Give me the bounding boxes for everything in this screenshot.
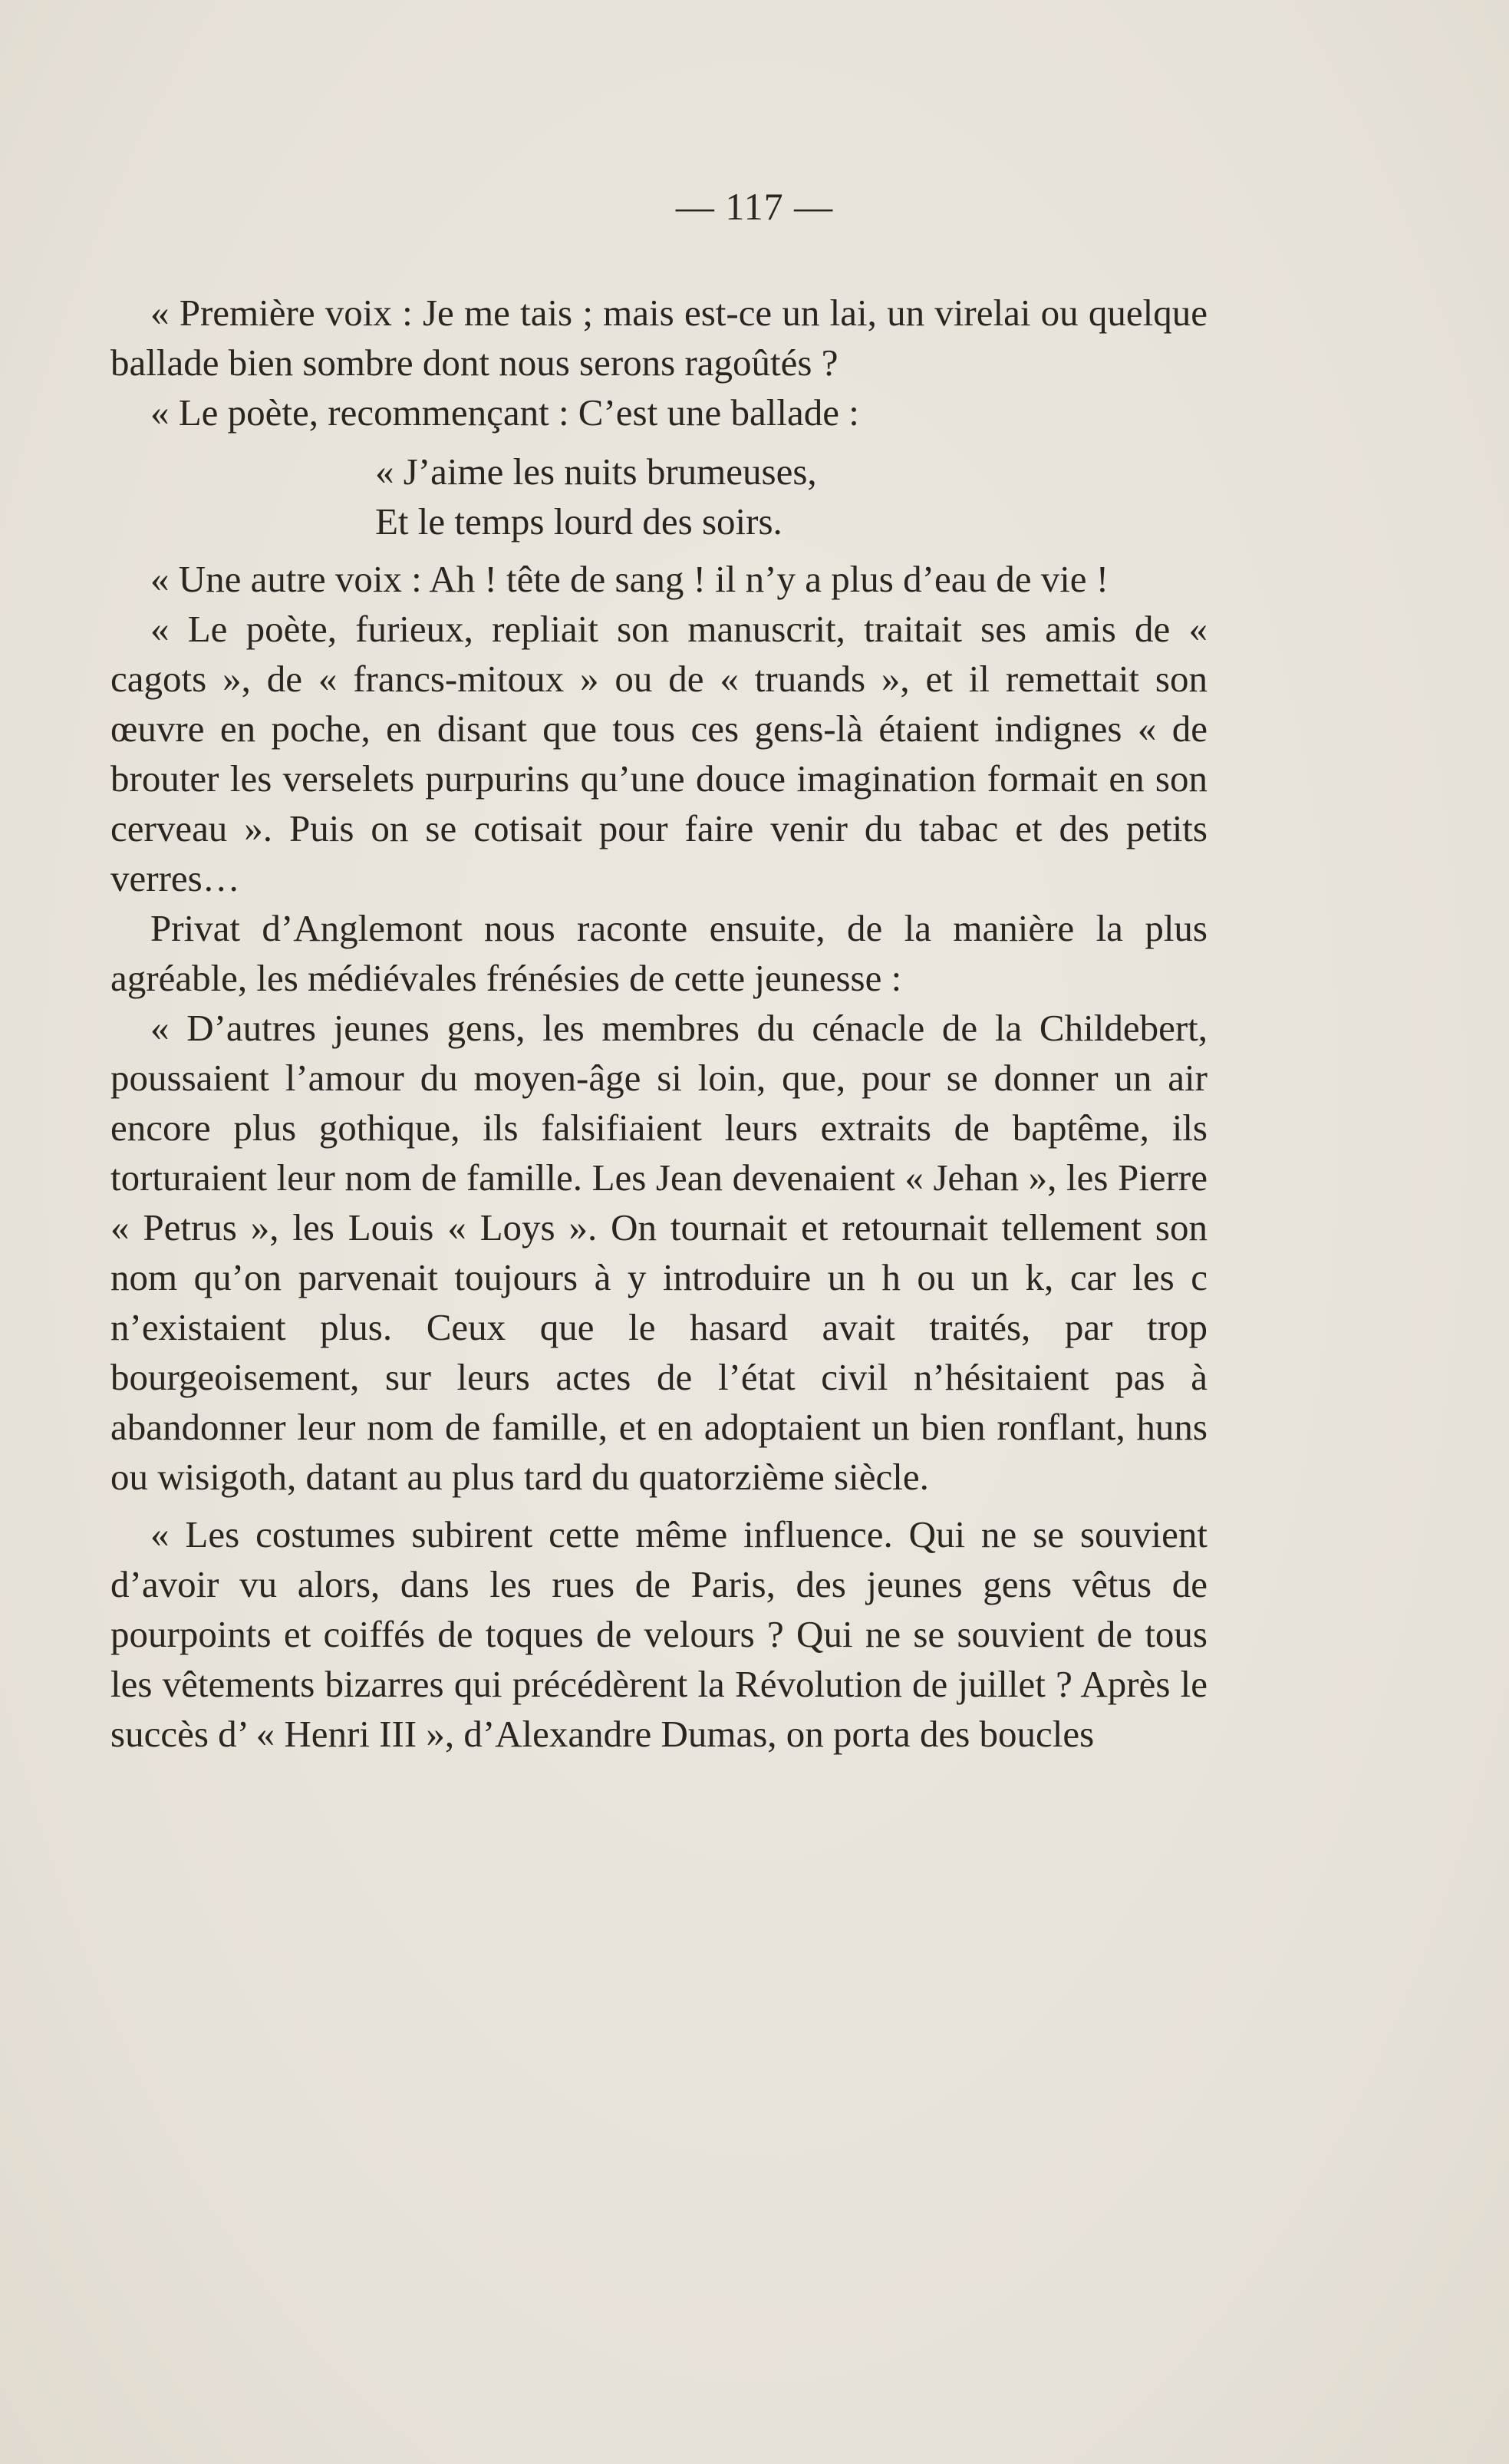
paragraph: « Une autre voix : Ah ! tête de sang ! il n’y a plus d’eau de vie !	[150, 558, 1109, 600]
paragraph: Privat d’Anglemont nous raconte ensuite, de la manière la plus agréable, les médiévales frénésies de cette jeunesse :	[110, 907, 1208, 999]
paragraph: « D’autres jeunes gens, les membres du cénacle de la Childebert, poussaient l’amour du moyen-âge si loin, que, pour se donner un air encore plus gothique, ils falsifiaient leurs extraits de baptême, ils torturaient leur nom de famille. Les Jean devenaient « Jehan », les Pierre « Petrus », les Louis « Loys ». On tournait et retournait tellement son nom qu’on parvenait toujours à y introduire un h ou un k, car les c n’existaient plus. Ceux que le hasard avait traités, par trop bourgeoisement, sur leurs actes de l’état civil n’hésitaient pas à abandonner leur nom de famille, et en adoptaient un bien ronflant, huns ou wisigoth, datant au plus tard du quatorzième siècle.	[110, 1007, 1208, 1498]
verse-line: « J’aime les nuits brumeuses,	[375, 450, 817, 493]
page-number: — 117 —	[675, 185, 834, 228]
paragraph: « Le poète, recommençant : C’est une ballade :	[150, 391, 859, 434]
verse-quote	[375, 447, 1208, 546]
paragraph: « Les costumes subirent cette même influence. Qui ne se souvient d’avoir vu alors, dans les rues de Paris, des jeunes gens vêtus de pourpoints et coiffés de toques de velours ? Qui ne se souvient de tous les vêtements bizarres qui précédèrent la Révolution de juillet ? Après le succès d’ « Henri III », d’Alexandre Dumas, on porta des boucles	[110, 1513, 1208, 1755]
paragraph: « Le poète, furieux, repliait son manuscrit, traitait ses amis de « cagots », de « francs-mitoux » ou de « truands », et il remettait son œuvre en poche, en disant que tous ces gens-là étaient indignes « de brouter les verselets purpurins qu’une douce imagination formait en son cerveau ». Puis on se cotisait pour faire venir du tabac et des petits verres…	[110, 608, 1208, 899]
body-text	[110, 288, 1208, 1759]
verse-line: Et le temps lourd des soirs.	[375, 500, 783, 543]
paragraph: « Première voix : Je me tais ; mais est-ce un lai, un virelai ou quelque ballade bien sombre dont nous serons ragoûtés ?	[110, 292, 1208, 384]
